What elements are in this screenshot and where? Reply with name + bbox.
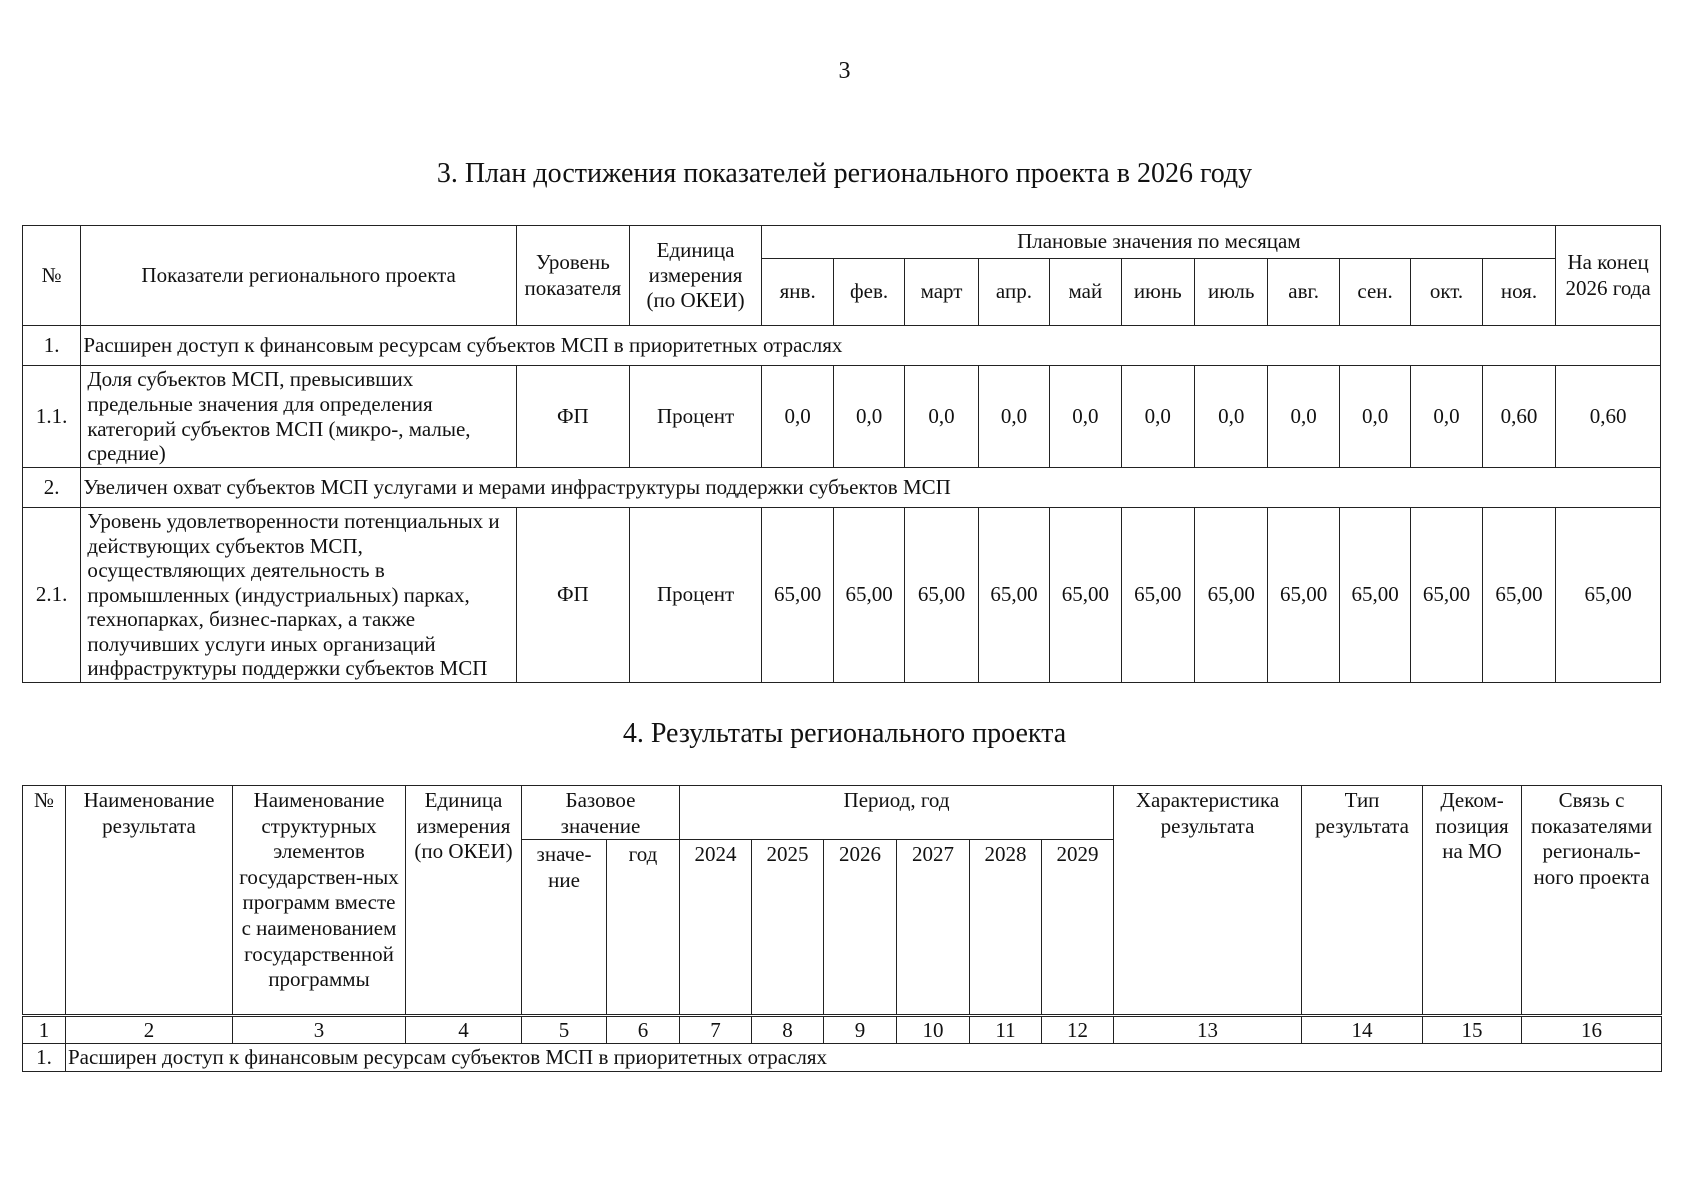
header-base-value: значе-ние [522,840,607,1016]
column-number: 7 [680,1016,752,1044]
header-period: Период, год [680,786,1114,840]
column-number: 3 [233,1016,406,1044]
month-value: 65,00 [1121,508,1194,683]
month-value: 0,0 [1195,366,1268,468]
header-month: май [1050,259,1121,326]
header-month: фев. [833,259,904,326]
group-row [23,326,1661,366]
header-num: № [23,786,66,1016]
column-number: 2 [66,1016,233,1044]
column-number: 5 [522,1016,607,1044]
month-value: 65,00 [1482,508,1556,683]
month-value: 65,00 [833,508,904,683]
header-characteristic: Характеристика результата [1114,786,1302,1016]
row-num: 2.1. [23,508,81,683]
column-number: 9 [824,1016,897,1044]
header-decomposition: Деком-позиция на МО [1423,786,1522,1016]
header-unit: Единица измерения (по ОКЕИ) [629,226,762,326]
month-value: 0,0 [1121,366,1194,468]
header-result-name: Наименование результата [66,786,233,1016]
column-number: 15 [1423,1016,1522,1044]
column-numbers-row [23,1016,1662,1044]
column-number: 1 [23,1016,66,1044]
row-num: 1.1. [23,366,81,468]
month-value: 0,0 [762,366,833,468]
indicator-row [23,366,1661,468]
header-unit: Единица измерения (по ОКЕИ) [406,786,522,1016]
header-year: 2025 [752,840,824,1016]
end-value: 65,00 [1556,508,1661,683]
month-value: 0,0 [905,366,978,468]
header-year: 2029 [1042,840,1114,1016]
group-title: Расширен доступ к финансовым ресурсам субъектов МСП в приоритетных отраслях [66,1044,1662,1072]
header-month: апр. [978,259,1049,326]
month-value: 0,0 [978,366,1049,468]
end-value: 0,60 [1556,366,1661,468]
indicator-unit: Процент [629,366,762,468]
indicator-row [23,508,1661,683]
header-type: Тип результата [1302,786,1423,1016]
column-number: 8 [752,1016,824,1044]
column-number: 11 [970,1016,1042,1044]
month-value: 65,00 [1195,508,1268,683]
month-value: 65,00 [1411,508,1482,683]
header-month: июнь [1121,259,1194,326]
page-number: 3 [838,58,851,84]
indicators-plan-table [22,225,1661,683]
column-number: 12 [1042,1016,1114,1044]
header-month: ноя. [1482,259,1556,326]
header-base-year: год [607,840,680,1016]
month-value: 0,60 [1482,366,1556,468]
header-struct-elements: Наименование структурных элементов государствен-ных программ вместе с наименованием государственной программы [233,786,406,1016]
indicator-level: ФП [516,366,629,468]
month-value: 65,00 [1339,508,1410,683]
month-value: 0,0 [1050,366,1121,468]
group-title: Расширен доступ к финансовым ресурсам субъектов МСП в приоритетных отраслях [81,326,1661,366]
header-monthly: Плановые значения по месяцам [762,226,1556,259]
month-value: 65,00 [905,508,978,683]
section-3-title: 3. План достижения показателей регионального проекта в 2026 году [436,158,1253,189]
header-year: 2026 [824,840,897,1016]
indicator-name: Доля субъектов МСП, превысивших предельные значения для определения категорий субъектов МСП (микро-, малые, средние) [81,366,517,468]
column-number: 13 [1114,1016,1302,1044]
group-num: 1. [23,326,81,366]
column-number: 4 [406,1016,522,1044]
indicator-level: ФП [516,508,629,683]
section-4-title: 4. Результаты регионального проекта [622,718,1067,749]
header-level: Уровень показателя [516,226,629,326]
header-month: янв. [762,259,833,326]
header-month: сен. [1339,259,1410,326]
header-year: 2027 [897,840,970,1016]
header-month: авг. [1268,259,1339,326]
group-title: Увеличен охват субъектов МСП услугами и мерами инфраструктуры поддержки субъектов МСП [81,468,1661,508]
month-value: 0,0 [1339,366,1410,468]
header-end-of-year: На конец 2026 года [1556,226,1661,326]
group-row [23,468,1661,508]
month-value: 0,0 [1411,366,1482,468]
group-row [23,1044,1662,1072]
indicator-name: Уровень удовлетворенности потенциальных и действующих субъектов МСП, осуществляющих деятельность в промышленных (индустриальных) парках, технопарках, бизнес-парках, а также получивших услуги иных организаций инфраструктуры поддержки субъектов МСП [81,508,517,683]
column-number: 6 [607,1016,680,1044]
header-month: окт. [1411,259,1482,326]
header-base: Базовое значение [522,786,680,840]
header-year: 2028 [970,840,1042,1016]
header-num: № [23,226,81,326]
group-num: 2. [23,468,81,508]
month-value: 65,00 [762,508,833,683]
column-number: 14 [1302,1016,1423,1044]
indicator-unit: Процент [629,508,762,683]
month-value: 65,00 [1268,508,1339,683]
header-indicator: Показатели регионального проекта [81,226,517,326]
month-value: 0,0 [833,366,904,468]
group-num: 1. [23,1044,66,1072]
header-link: Связь с показателями региональ-ного проекта [1522,786,1662,1016]
results-table [22,785,1662,1072]
header-month: март [905,259,978,326]
header-month: июль [1195,259,1268,326]
month-value: 0,0 [1268,366,1339,468]
header-year: 2024 [680,840,752,1016]
month-value: 65,00 [978,508,1049,683]
column-number: 16 [1522,1016,1662,1044]
column-number: 10 [897,1016,970,1044]
month-value: 65,00 [1050,508,1121,683]
